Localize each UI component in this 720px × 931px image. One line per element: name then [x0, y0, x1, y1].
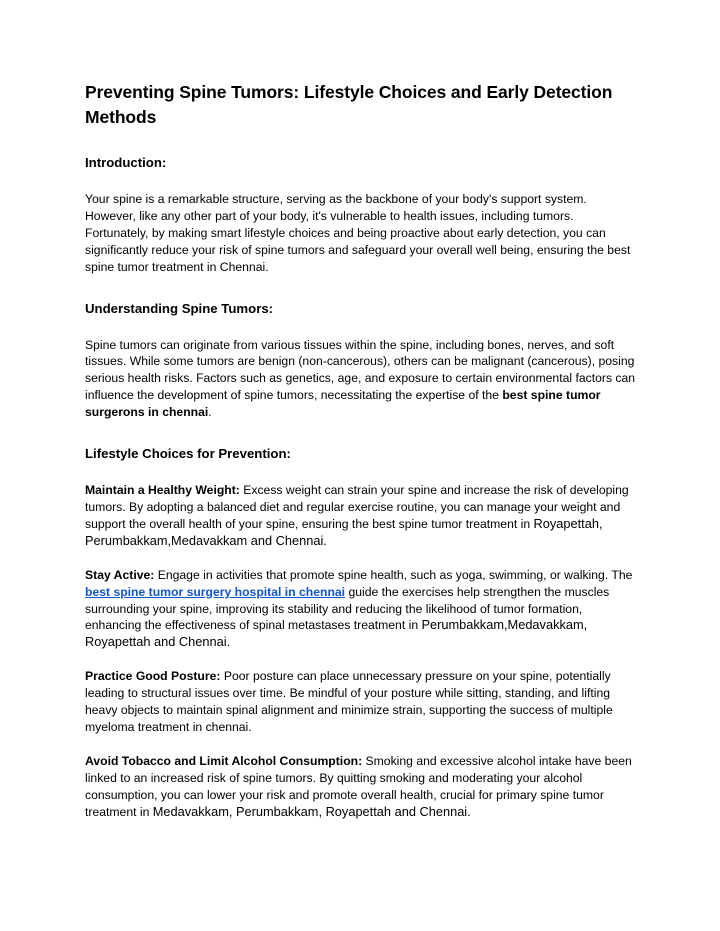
understanding-paragraph — [85, 337, 637, 422]
tobacco-body: Smoking and excessive alcohol intake have been linked to an increased risk of spine tumors. By quitting smoking and moderating your alcohol consumption, you can lower your risk and promote overall health, crucial for primary spine tumor treatment in — [85, 753, 632, 819]
posture-paragraph — [85, 668, 637, 736]
posture-body: Poor posture can place unnecessary pressure on your spine, potentially leading to structural issues over time. Be mindful of your posture while sitting, standing, and lifting heavy objects to maintain spinal alignment and minimize strain, supporting the success of multiple myeloma treatment in chennai. — [85, 669, 613, 734]
tobacco-locations: Medavakkam, Perumbakkam, Royapettah and Chennai. — [152, 803, 471, 819]
healthy-weight-paragraph — [85, 482, 637, 550]
hospital-link[interactable]: best spine tumor surgery hospital in chennai — [85, 584, 346, 599]
understanding-end: . — [208, 405, 212, 420]
understanding-body: Spine tumors can originate from various tissues within the spine, including bones, nerves, and soft tissues. While some tumors are benign (non-cancerous), others can be malignant (cancerous), posing serious health risks. Factors such as genetics, age, and exposure to certain environmental factors can influence the development of spine tumors, necessitating the expertise of the — [85, 337, 636, 403]
introduction-heading: Introduction: — [85, 155, 167, 170]
stay-active-body-2: guide the exercises help strengthen the muscles surrounding your spine, improving its stability and reducing the likelihood of tumor formation, enhancing the effectiveness of spinal metastases treatment in — [85, 584, 610, 633]
understanding-heading: Understanding Spine Tumors: — [85, 300, 274, 316]
tobacco-paragraph — [85, 753, 637, 821]
surgeons-bold-text: best spine tumor surgerons in chennai — [85, 388, 601, 420]
tobacco-lead: Avoid Tobacco and Limit Alcohol Consumption: — [85, 753, 363, 768]
lifestyle-heading: Lifestyle Choices for Prevention: — [85, 446, 291, 462]
healthy-weight-lead: Maintain a Healthy Weight: — [85, 483, 240, 498]
stay-active-body-1: Engage in activities that promote spine health, such as yoga, swimming, or walking. The — [154, 567, 633, 582]
stay-active-lead: Stay Active: — [85, 567, 155, 582]
stay-active-paragraph — [85, 567, 637, 652]
healthy-weight-locations: Royapettah, Perumbakkam,Medavakkam and Chennai. — [85, 515, 603, 548]
page-title: Preventing Spine Tumors: Lifestyle Choices and Early Detection Methods — [85, 82, 613, 127]
posture-lead: Practice Good Posture: — [85, 669, 221, 684]
stay-active-locations: Perumbakkam,Medavakkam, Royapettah and Chennai. — [85, 617, 588, 650]
document-content — [85, 80, 637, 820]
healthy-weight-body: Excess weight can strain your spine and increase the risk of developing tumors. By adopting a balanced diet and regular exercise routine, you can manage your weight and support the overall health of your spine, ensuring the best spine tumor treatment in — [85, 483, 629, 531]
introduction-paragraph: Your spine is a remarkable structure, serving as the backbone of your body's support system. However, like any other part of your body, it's vulnerable to health issues, including tumors. Fortunately, by making smart lifestyle choices and being proactive about early detection, you can significantly reduce your risk of spine tumors and safeguard your overall well being, ensuring the best spine tumor treatment in Chennai. — [85, 192, 631, 274]
